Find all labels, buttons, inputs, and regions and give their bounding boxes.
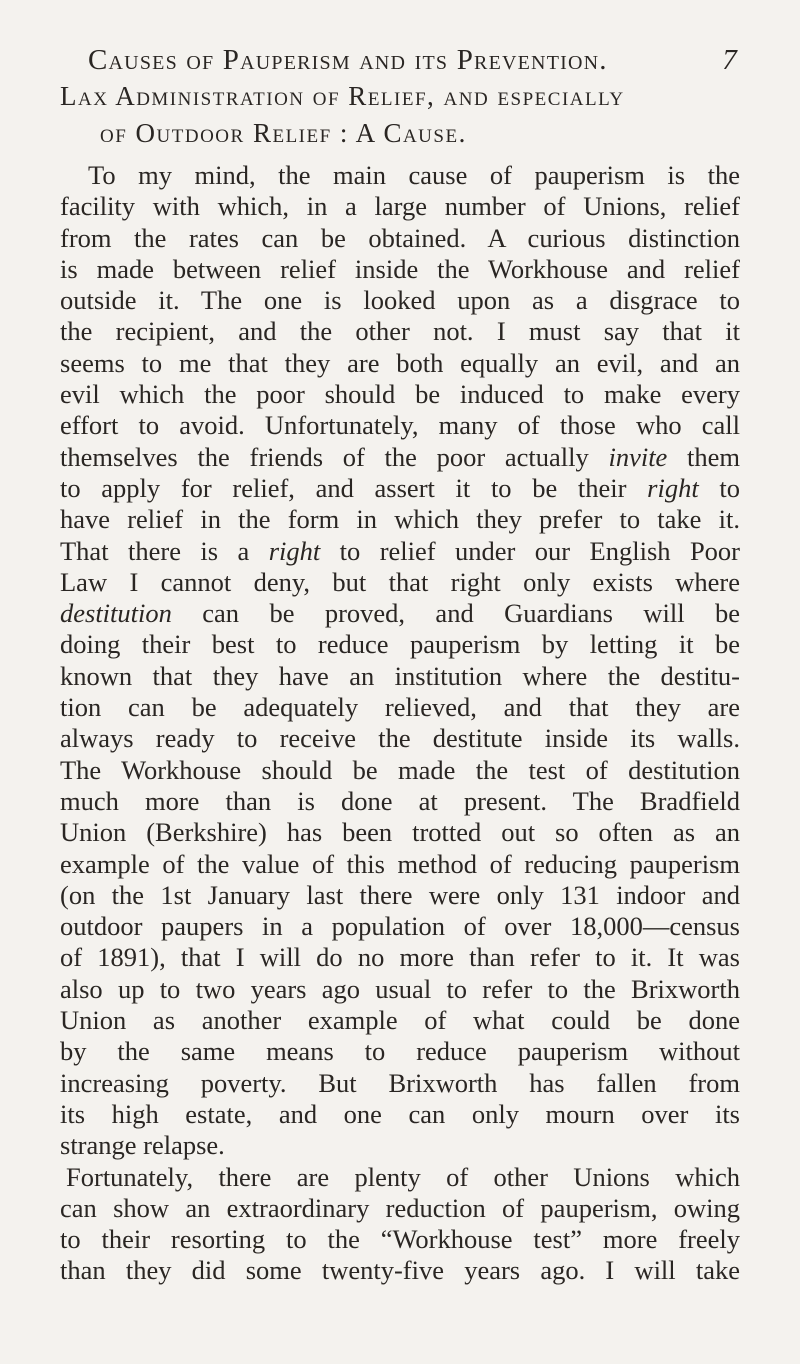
text-line: example of the value of this method of reducing pauperism xyxy=(60,848,740,879)
text-line: the recipient, and the other not. I must say that it xyxy=(60,316,740,347)
text-line: can show an extraordinary reduction of pauperism, owing xyxy=(60,1192,740,1223)
text-line: is made between relief inside the Workhouse and relief xyxy=(60,253,740,284)
text-line: much more than is done at present. The Bradfield xyxy=(60,785,740,816)
text-fragment: can be proved, and Guardians will be xyxy=(202,598,740,629)
text-line: outside it. The one is looked upon as a disgrace to xyxy=(60,285,740,316)
text-line: doing their best to reduce pauperism by letting it be xyxy=(60,629,740,660)
text-line xyxy=(60,536,740,567)
text-line: its high estate, and one can only mourn over its xyxy=(60,1098,740,1129)
section-heading-line-2: of Outdoor Relief : A Cause. xyxy=(100,118,467,148)
text-line: effort to avoid. Unfortunately, many of those who call xyxy=(60,410,740,441)
text-line: The Workhouse should be made the test of destitution xyxy=(60,754,740,785)
text-line: outdoor paupers in a population of over 18,000—census xyxy=(60,911,740,942)
text-line: have relief in the form in which they prefer to take it. xyxy=(60,504,740,535)
text-line: known that they have an institution where the destitu- xyxy=(60,660,740,691)
text-line xyxy=(60,442,740,473)
text-line: facility with which, in a large number of Unions, relief xyxy=(60,191,740,222)
text-line: strange relapse. xyxy=(60,1130,225,1161)
text-fragment: to xyxy=(698,472,741,503)
text-fragment: themselves the friends of the poor actually xyxy=(60,441,589,472)
text-line: increasing poverty. But Brixworth has fallen from xyxy=(60,1067,740,1098)
text-line: to their resorting to the “Workhouse test” more freely xyxy=(60,1224,740,1255)
text-fragment: to relief under our English Poor xyxy=(320,535,741,566)
text-line: To my mind, the main cause of pauperism is the xyxy=(88,160,740,190)
text-fragment: That there is a xyxy=(60,535,250,566)
text-line: (on the 1st January last there were only 131 indoor and xyxy=(60,879,740,910)
section-heading-line-1: Lax Administration of Relief, and especially xyxy=(60,81,625,111)
text-line: of 1891), that I will do no more than refer to it. It was xyxy=(60,942,740,973)
text-line: evil which the poor should be induced to make every xyxy=(60,379,740,410)
text-line xyxy=(60,598,740,629)
text-line: Fortunately, there are plenty of other Unions which xyxy=(66,1161,740,1192)
italic-word: invite xyxy=(608,441,668,472)
page-number: 7 xyxy=(722,44,738,76)
text-line: from the rates can be obtained. A curious distinction xyxy=(60,222,740,253)
text-line: Union (Berkshire) has been trotted out so often as an xyxy=(60,817,740,848)
section-heading xyxy=(60,78,760,152)
running-head-title: Causes of Pauperism and its Prevention. xyxy=(88,44,608,76)
body-text xyxy=(60,160,740,1287)
text-line: Law I cannot deny, but that right only exists where xyxy=(60,566,740,597)
italic-word: right xyxy=(647,472,699,503)
text-fragment: them xyxy=(667,441,741,472)
text-fragment: to apply for relief, and assert it to be their xyxy=(60,472,627,503)
text-line: seems to me that they are both equally an evil, and an xyxy=(60,347,740,378)
italic-word: destitution xyxy=(60,598,172,629)
text-line: tion can be adequately relieved, and that they are xyxy=(60,692,740,723)
text-line: always ready to receive the destitute inside its walls. xyxy=(60,723,740,754)
text-line: by the same means to reduce pauperism without xyxy=(60,1036,740,1067)
text-line xyxy=(60,473,740,504)
text-line: than they did some twenty-five years ago. I will take xyxy=(60,1255,740,1286)
text-line: Union as another example of what could be done xyxy=(60,1005,740,1036)
italic-word: right xyxy=(268,535,321,566)
text-line: also up to two years ago usual to refer to the Brixworth xyxy=(60,973,740,1004)
